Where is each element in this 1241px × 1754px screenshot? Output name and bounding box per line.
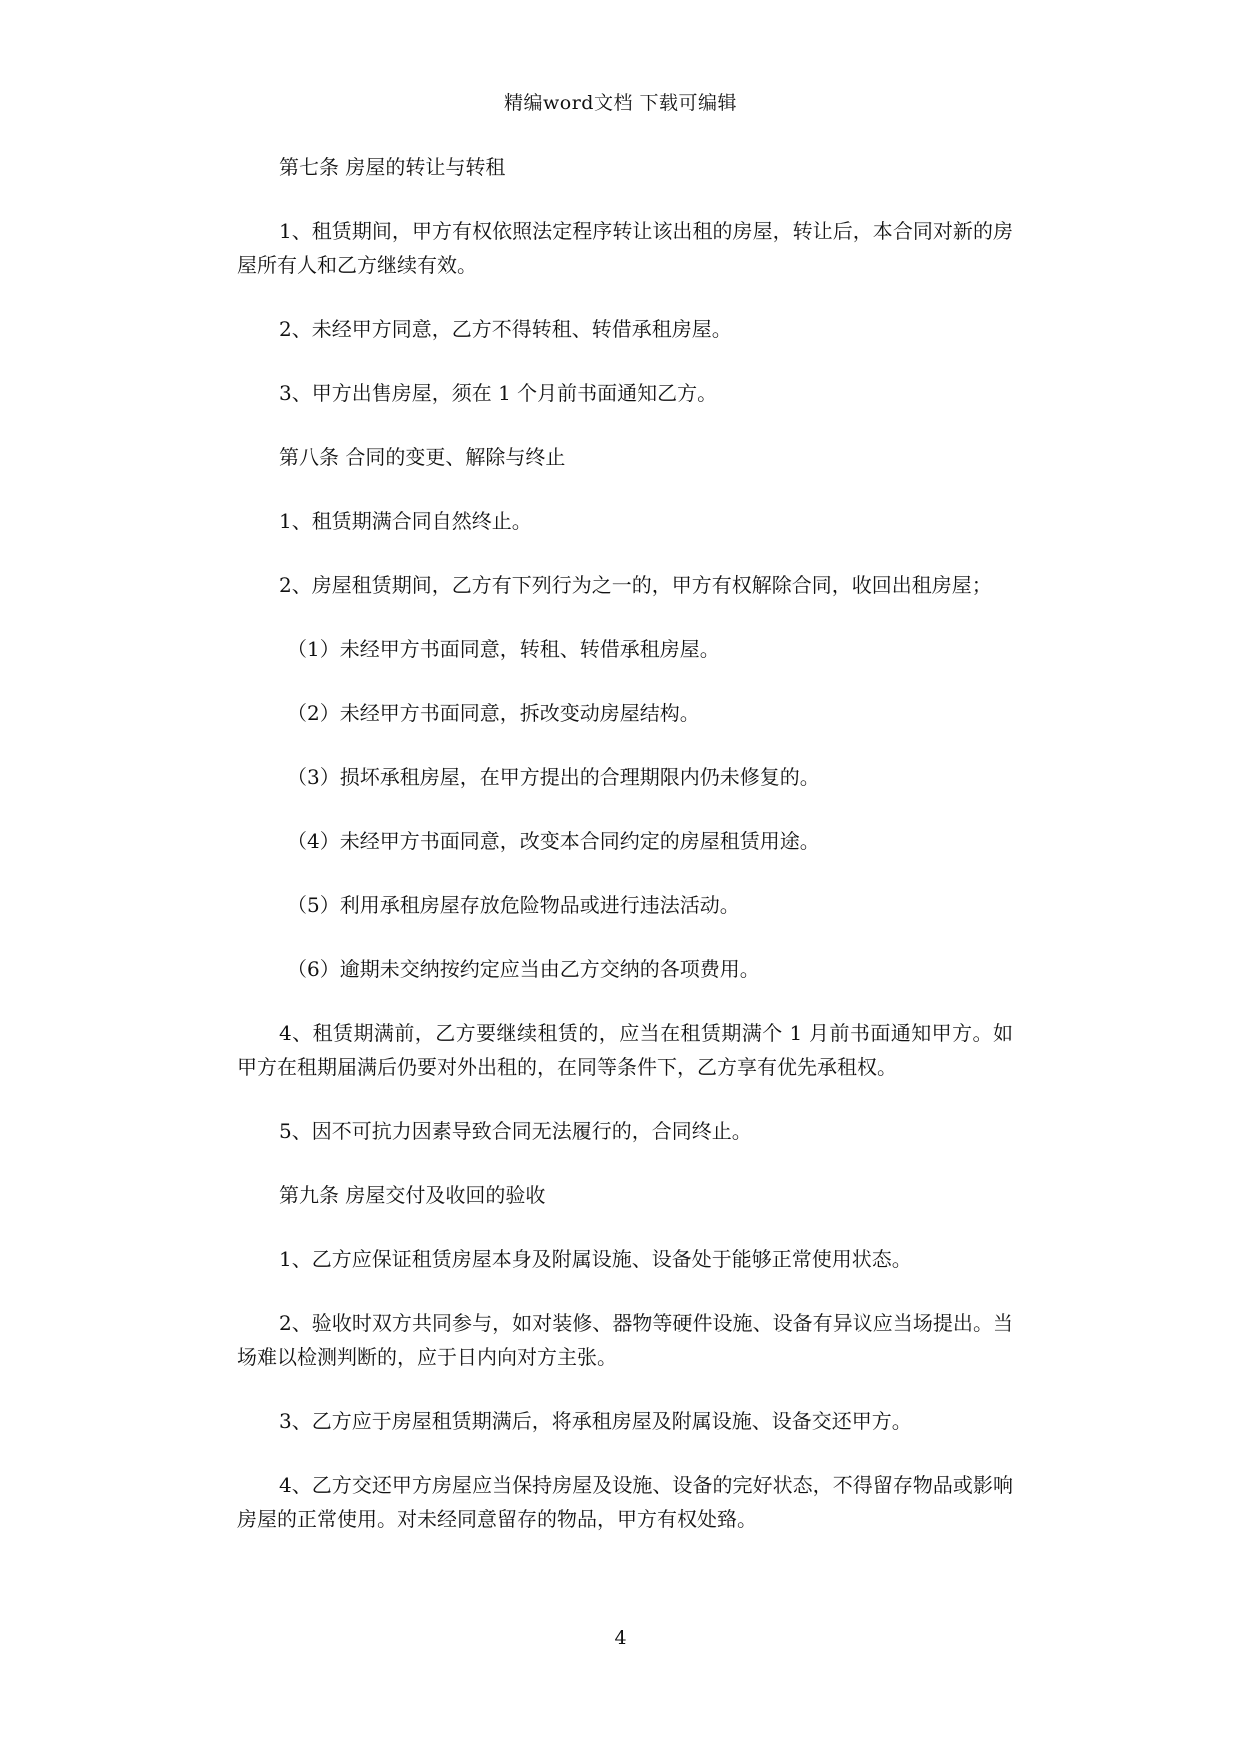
clause-paragraph: 2、未经甲方同意，乙方不得转租、转借承租房屋。 [279, 317, 732, 341]
clause-paragraph: 2、房屋租赁期间，乙方有下列行为之一的，甲方有权解除合同，收回出租房屋； [279, 573, 992, 597]
document-body [237, 150, 1013, 1566]
clause-paragraph: 4、乙方交还甲方房屋应当保持房屋及设施、设备的完好状态，不得留存物品或影响房屋的正常使用。对未经同意留存的物品，甲方有权处臵。 [237, 1473, 1013, 1531]
page-header: 精编word文档 下载可编辑 [504, 92, 737, 114]
sub-clause: （5）利用承租房屋存放危险物品或进行违法活动。 [287, 893, 740, 917]
article-heading: 第九条 房屋交付及收回的验收 [279, 1183, 546, 1207]
clause-paragraph: 1、租赁期满合同自然终止。 [279, 509, 532, 533]
clause-paragraph: 1、乙方应保证租赁房屋本身及附属设施、设备处于能够正常使用状态。 [279, 1247, 912, 1271]
article-heading: 第八条 合同的变更、解除与终止 [279, 445, 566, 469]
clause-paragraph: 1、租赁期间，甲方有权依照法定程序转让该出租的房屋，转让后，本合同对新的房屋所有人和乙方继续有效。 [237, 219, 1013, 277]
clause-paragraph: 3、乙方应于房屋租赁期满后，将承租房屋及附属设施、设备交还甲方。 [279, 1409, 912, 1433]
clause-paragraph: 3、甲方出售房屋，须在 1 个月前书面通知乙方。 [279, 381, 718, 405]
page-number: 4 [614, 1627, 627, 1649]
sub-clause: （6）逾期未交纳按约定应当由乙方交纳的各项费用。 [287, 957, 760, 981]
sub-clause: （3）损坏承租房屋，在甲方提出的合理期限内仍未修复的。 [287, 765, 820, 789]
article-heading: 第七条 房屋的转让与转租 [279, 155, 506, 179]
sub-clause: （1）未经甲方书面同意，转租、转借承租房屋。 [287, 637, 720, 661]
clause-paragraph: 2、验收时双方共同参与，如对装修、器物等硬件设施、设备有异议应当场提出。当场难以检测判断的，应于日内向对方主张。 [237, 1311, 1013, 1369]
clause-paragraph: 5、因不可抗力因素导致合同无法履行的，合同终止。 [279, 1119, 752, 1143]
sub-clause: （2）未经甲方书面同意，拆改变动房屋结构。 [287, 701, 700, 725]
clause-paragraph: 4、租赁期满前，乙方要继续租赁的，应当在租赁期满个 1 月前书面通知甲方。如甲方在租期届满后仍要对外出租的，在同等条件下，乙方享有优先承租权。 [237, 1021, 1013, 1079]
sub-clause: （4）未经甲方书面同意，改变本合同约定的房屋租赁用途。 [287, 829, 820, 853]
